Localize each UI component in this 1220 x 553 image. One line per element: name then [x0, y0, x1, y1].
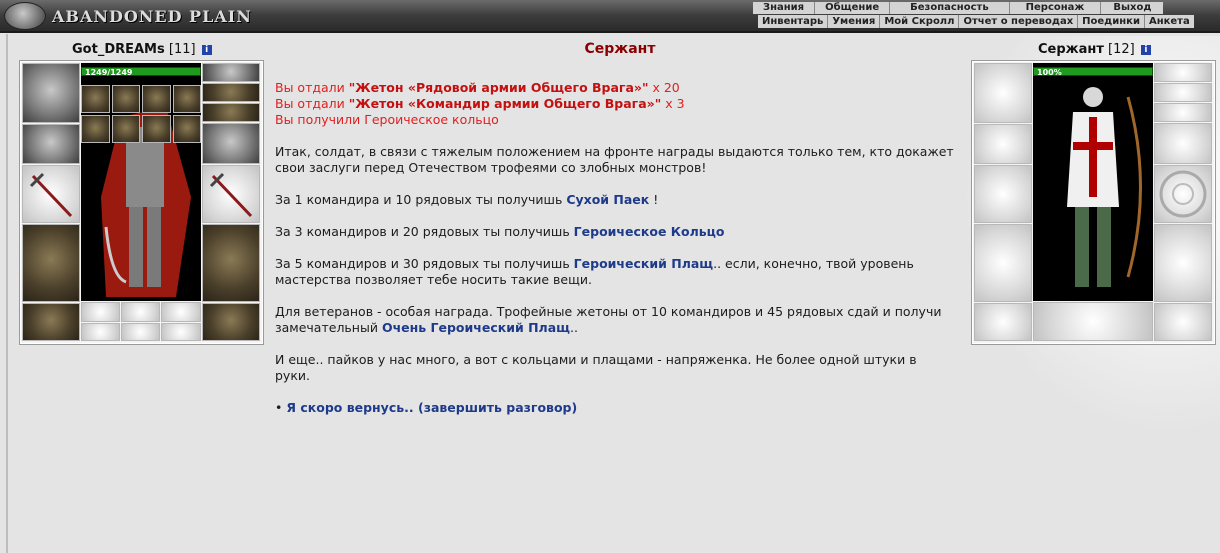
offer-text: Для ветеранов - особая награда. Трофейные жетоны от 10 командиров и 45 рядовых сдай и получи замечательный — [275, 304, 942, 335]
offhand-slot[interactable] — [202, 165, 260, 223]
sword-icon — [203, 166, 259, 222]
left-divider — [6, 34, 8, 553]
top-bar — [0, 0, 1220, 33]
amulet-slot[interactable] — [202, 83, 260, 102]
npc-earrings-slot — [1154, 63, 1212, 82]
submenu-skills[interactable]: Умения — [827, 15, 879, 28]
exit-option — [275, 400, 955, 416]
pouch-slot[interactable] — [81, 302, 120, 322]
rune-slot[interactable] — [81, 85, 110, 113]
offer-text: За 1 командира и 10 рядовых ты получишь — [275, 192, 567, 207]
intro-text: Итак, солдат, в связи с тяжелым положением на фронте награды выдаются только тем, кто докажет свои заслуги перед Отечеством трофеями со злобных монстров! — [275, 144, 954, 175]
logo-text: ABANDONED PLAIN — [52, 6, 252, 26]
pouch-slot[interactable] — [161, 302, 201, 322]
offer-text: За 5 командиров и 30 рядовых ты получишь — [275, 256, 574, 271]
npc-equipment-panel — [971, 60, 1216, 345]
very-heroic-cloak-link[interactable]: Очень Героический Плащ — [381, 320, 570, 335]
pouch-slot[interactable] — [161, 323, 201, 341]
shield-icon — [1155, 166, 1211, 222]
submenu-profile[interactable]: Анкета — [1144, 15, 1194, 28]
npc-legs-slot — [1154, 224, 1212, 302]
heroic-ring-link[interactable]: Героическое Кольцо — [573, 224, 725, 239]
menu-knowledge[interactable]: Знания — [763, 2, 805, 13]
npc-weapon-slot — [974, 165, 1032, 223]
event-suffix: x 20 — [648, 80, 680, 95]
submenu-duels[interactable]: Поединки — [1077, 15, 1144, 28]
npc-boots-slot — [1154, 303, 1212, 341]
npc-belt-slot — [974, 303, 1032, 341]
player-hp-bar: 1249/1249 — [81, 67, 201, 76]
npc-hp-bar: 100% — [1033, 67, 1153, 76]
npc-pouch-slot — [1033, 302, 1153, 341]
offer-text: За 3 командиров и 20 рядовых ты получишь — [275, 224, 574, 239]
npc-shield-slot — [1154, 165, 1212, 223]
player-rune-slots — [81, 85, 201, 143]
npc-level: [12] — [1108, 42, 1135, 57]
player-info-icon[interactable]: i — [202, 45, 212, 55]
belt-slot[interactable] — [22, 303, 80, 341]
offer-heroic-ring — [275, 224, 955, 240]
npc-info-icon[interactable]: i — [1141, 45, 1151, 55]
rune-slot[interactable] — [173, 85, 202, 113]
player-name-label — [72, 42, 212, 57]
npc-rings-slot — [1154, 103, 1212, 122]
bullet: • — [275, 400, 283, 415]
offer-heroic-cloak — [275, 256, 955, 288]
rune-slot[interactable] — [173, 115, 202, 143]
gloves-slot[interactable] — [202, 123, 260, 164]
bracers-slot[interactable] — [22, 124, 80, 164]
rune-slot[interactable] — [142, 115, 171, 143]
pouch-slot[interactable] — [81, 323, 120, 341]
character-submenu — [758, 15, 1194, 28]
dry-ration-link[interactable]: Сухой Паек — [566, 192, 650, 207]
heroic-cloak-link[interactable]: Героический Плащ — [573, 256, 714, 271]
submenu-inventory[interactable]: Инвентарь — [762, 16, 824, 27]
player-portrait — [81, 63, 201, 301]
menu-security[interactable]: Безопасность — [889, 2, 1009, 14]
submenu-scroll[interactable]: Мой Скролл — [879, 15, 958, 28]
sword-icon — [23, 166, 79, 222]
offer-tail: ! — [649, 192, 659, 207]
npc-gloves-slot — [1154, 123, 1212, 164]
npc-name-label — [1038, 42, 1151, 57]
rune-slot[interactable] — [112, 115, 141, 143]
event-item: "Жетон «Командир армии Общего Врага»" — [348, 96, 662, 111]
boots-slot[interactable] — [202, 303, 260, 341]
rune-slot[interactable] — [142, 85, 171, 113]
npc-helmet-slot — [974, 63, 1032, 123]
earrings-slot[interactable] — [202, 63, 260, 82]
dialog-title: Сержант — [584, 41, 656, 57]
offer-tail: .. — [569, 320, 578, 335]
pouch-slot[interactable] — [121, 302, 160, 322]
end-conversation-link[interactable]: Я скоро вернусь.. (завершить разговор) — [286, 400, 578, 415]
offer-tail: .. если, конечно, твой уровень мастерства позволяет тебе носить такие вещи. — [275, 256, 914, 287]
submenu-transfer-report[interactable]: Отчет о переводах — [958, 15, 1077, 28]
logo-emblem-icon — [4, 2, 46, 30]
legs-slot[interactable] — [202, 224, 260, 302]
dialog-body — [275, 80, 955, 432]
armor-slot[interactable] — [22, 224, 80, 302]
offer-dry-ration — [275, 192, 955, 208]
event-prefix: Вы отдали — [275, 80, 349, 95]
rune-slot[interactable] — [81, 115, 110, 143]
player-equipment-panel — [19, 60, 264, 345]
npc-amulet-slot — [1154, 83, 1212, 102]
main-menu — [753, 2, 1163, 14]
player-level: [11] — [168, 42, 196, 57]
event-suffix: x 3 — [661, 96, 685, 111]
transaction-log — [275, 80, 955, 128]
rune-slot[interactable] — [112, 85, 141, 113]
player-name[interactable]: Got_DREAMs — [72, 42, 165, 57]
npc-bracers-slot — [974, 124, 1032, 164]
offer-veteran — [275, 304, 955, 336]
weapon-slot[interactable] — [22, 165, 80, 223]
npc-armor-slot — [974, 224, 1032, 302]
npc-name[interactable]: Сержант — [1038, 42, 1104, 57]
event-line — [275, 112, 955, 128]
menu-exit[interactable]: Выход — [1100, 2, 1163, 14]
menu-social[interactable]: Общение — [814, 2, 889, 14]
helmet-slot[interactable] — [22, 63, 80, 123]
npc-portrait — [1033, 63, 1153, 301]
pouch-slot[interactable] — [121, 323, 160, 341]
npc-crusader-figure — [1033, 77, 1153, 301]
event-prefix: Вы отдали — [275, 96, 349, 111]
event-item: "Жетон «Рядовой армии Общего Врага»" — [348, 80, 649, 95]
limit-text: И еще.. пайков у нас много, а вот с кольцами и плащами - напряженка. Не более одной штуки в руки. — [275, 352, 917, 383]
game-logo — [4, 2, 252, 30]
event-prefix: Вы получили Героическое кольцо — [275, 112, 499, 127]
rings-slot[interactable] — [202, 103, 260, 122]
event-line — [275, 96, 955, 112]
menu-character[interactable]: Персонаж — [1009, 2, 1101, 14]
event-line — [275, 80, 955, 96]
